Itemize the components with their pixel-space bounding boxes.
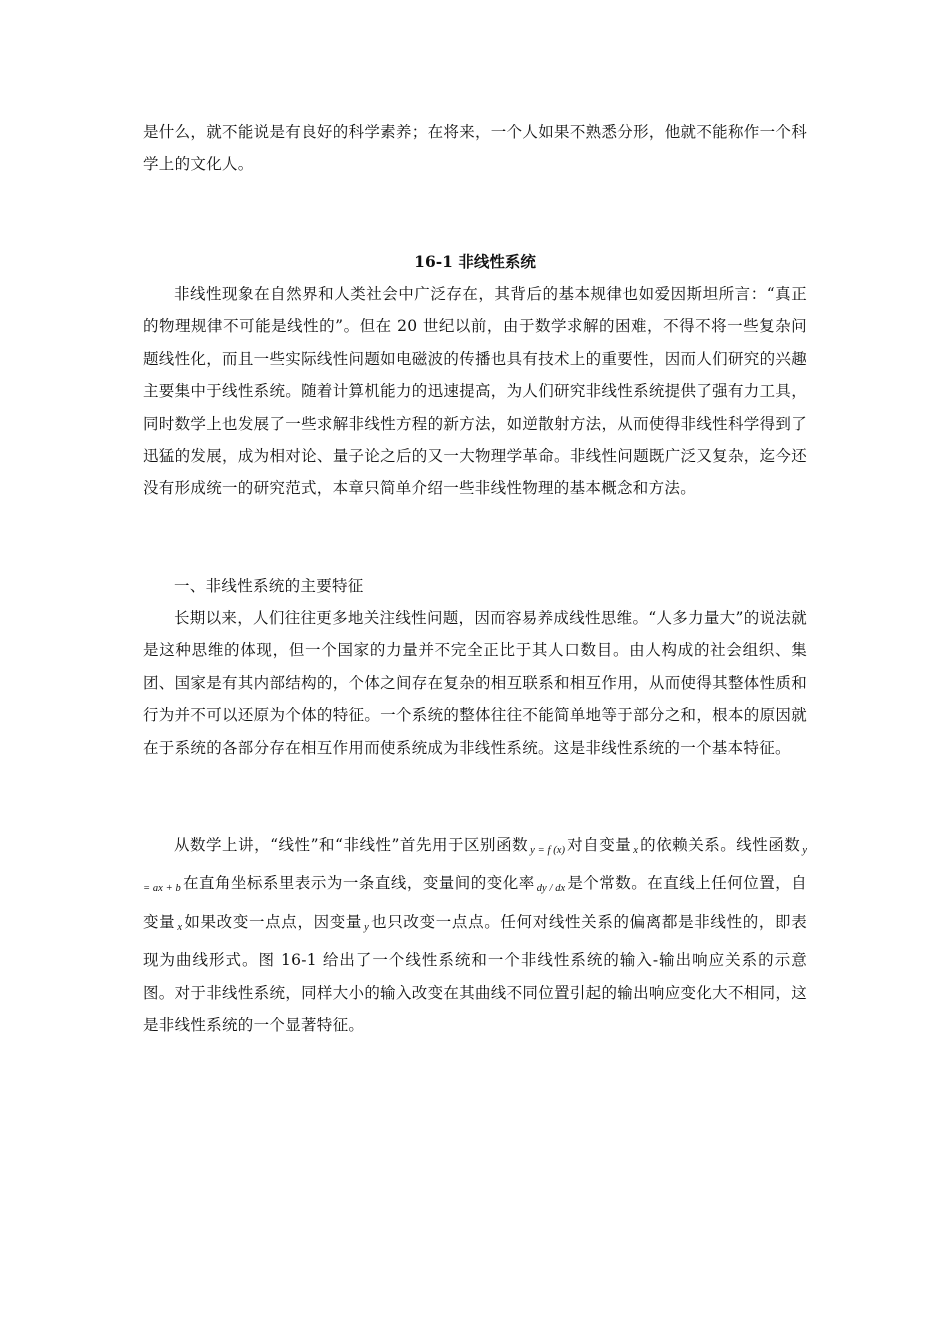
formula-x: x bbox=[633, 845, 638, 856]
text-run: 如果改变一点点，因变量 bbox=[184, 912, 363, 931]
text-run: 也只改变一点点。任何对线性关系的偏离都是非线性的，即表现为曲线形式。图 16-1 给出了一个线性系统和一个非线性系统的输入-输出响应关系的示意图。对于非线性系统，同样大小的输入改变在其曲线不同位置引起的输出响应变化大不相同，这是非线性系统的一个显著特征。 bbox=[143, 912, 807, 1035]
text-run: 从数学上讲，“线性”和“非线性”首先用于区别函数 bbox=[174, 836, 529, 854]
paragraph-nonlinear-overview: 非线性现象在自然界和人类社会中广泛存在，其背后的基本规律也如爱因斯坦所言：“真正的物理规律不可能是线性的”。但在 20 世纪以前，由于数学求解的困难，不得不将一些复杂问题线性化，而且一些实际线性问题如电磁波的传播也具有技术上的重要性，因而人们研究的兴趣主要集中于线性系统。随着计算机能力的迅速提高，为人们研究非线性系统提供了强有力工具，同时数学上也发展了一些求解非线性方程的新方法，如逆散射方法，从而使得非线性科学得到了迅猛的发展，成为相对论、量子论之后的又一大物理学革命。非线性问题既广泛又复杂，迄今还没有形成统一的研究范式，本章只简单介绍一些非线性物理的基本概念和方法。 bbox=[143, 285, 807, 498]
formula-dy-dx: dy / dx bbox=[536, 883, 566, 895]
text-run: 在直角坐标系里表示为一条直线，变量间的变化率 bbox=[182, 874, 535, 893]
intro-paragraph-tail: 是什么，就不能说是有良好的科学素养；在将来，一个人如果不熟悉分形，他就不能称作一个科学上的文化人。 bbox=[143, 123, 807, 174]
section-title: 16-1 非线性系统 bbox=[414, 252, 536, 271]
formula-y: y bbox=[364, 921, 369, 933]
formula-x: x bbox=[177, 921, 182, 933]
formula-linear-function: y = ax + b bbox=[143, 845, 807, 895]
text-run: 的依赖关系。线性函数 bbox=[639, 836, 801, 854]
subheading-main-features: 一、非线性系统的主要特征 bbox=[174, 577, 364, 595]
text-run: 对自变量 bbox=[566, 836, 632, 854]
text-run: 是个常数。在直线上任何位置，自变量 bbox=[143, 874, 807, 931]
paragraph-math-definition bbox=[143, 829, 807, 1041]
formula-y-equals-f-x: y = f (x) bbox=[530, 845, 565, 856]
paragraph-linear-thinking: 长期以来，人们往往更多地关注线性问题，因而容易养成线性思维。“人多力量大”的说法就是这种思维的体现，但一个国家的力量并不完全正比于其人口数目。由人构成的社会组织、集团、国家是有其内部结构的，个体之间存在复杂的相互联系和相互作用，从而使得其整体性质和行为并不可以还原为个体的特征。一个系统的整体往往不能简单地等于部分之和，根本的原因就在于系统的各部分存在相互作用而使系统成为非线性系统。这是非线性系统的一个基本特征。 bbox=[143, 609, 807, 757]
